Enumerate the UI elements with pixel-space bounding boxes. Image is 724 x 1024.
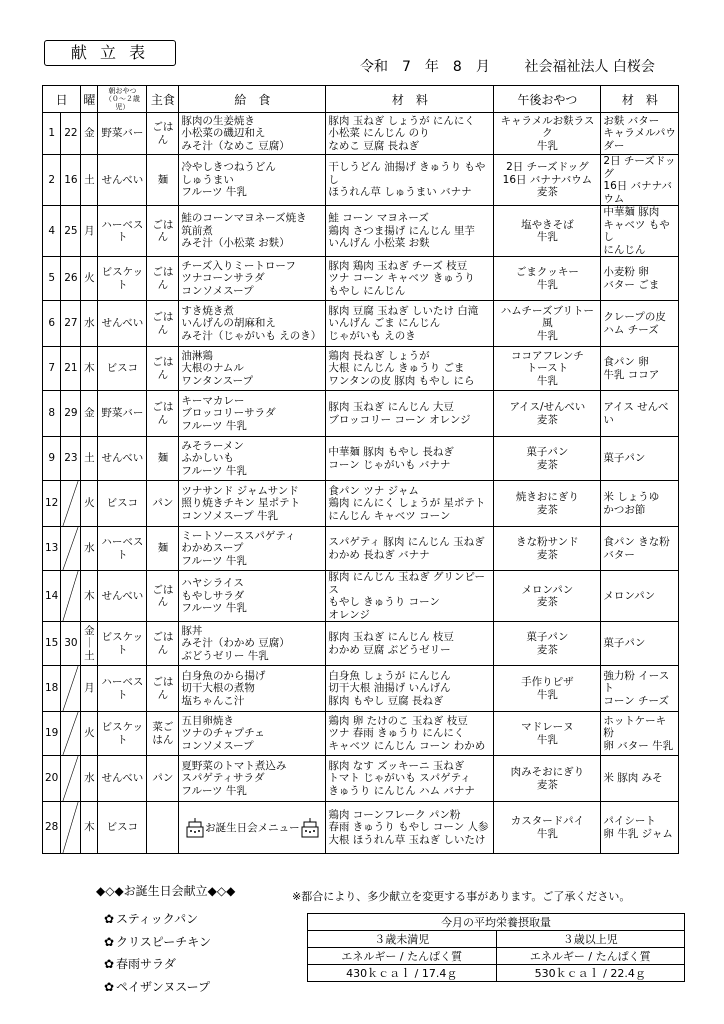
morning-snack: ビスコ [98,347,147,391]
morning-snack: ハーベスト [98,666,147,712]
staple: ごはん [147,622,179,666]
morning-snack: ビスコ [98,802,147,854]
birthday-menu-label: お誕生日会メニュー [205,821,300,834]
weekday: 金 [81,113,98,155]
day-number: 4 [43,206,61,257]
pm-snack: 塩やきそば 牛乳 [494,206,601,257]
over3-value: 530ｋｃａｌ / 22.4ｇ [496,965,685,982]
lunch-menu: ミートソーススパゲティ わかめスープ フルーツ 牛乳 [179,527,326,571]
table-row [43,257,679,301]
morning-snack: ビスコ [98,481,147,527]
alt-day [61,527,81,571]
over3-label: ３歳以上児 [496,931,685,948]
morning-snack: せんべい [98,301,147,347]
alt-day: 25 [61,206,81,257]
morning-snack: 野菜バー [98,391,147,437]
ingredients: 鮭 コーン マヨネーズ 鶏肉 さつま揚げ にんじん 里芋 いんげん 小松菜 お麩 [326,206,494,257]
nutrition-title: 今月の平均栄養摂取量 [308,914,685,931]
pm-ingredients: 食パン 卵 牛乳 ココア [601,347,679,391]
morning-snack: せんべい [98,437,147,481]
pm-ingredients: お麩 バター キャラメルパウダー [601,113,679,155]
birthday-menu-list [104,908,211,998]
ingredients: スパゲティ 豚肉 にんじん 玉ねぎ わかめ 長ねぎ バナナ [326,527,494,571]
ingredients: 食パン ツナ ジャム 鶏肉 にんにく しょうが 星ポテト にんじん キャベツ コーン [326,481,494,527]
table-row [43,113,679,155]
ingredients: 豚肉 玉ねぎ にんじん 枝豆 わかめ 豆腐 ぶどうゼリー [326,622,494,666]
morning-snack: ビスケット [98,622,147,666]
nutrition-table [307,913,685,982]
lunch-menu: みそラーメン ふかしいも フルーツ 牛乳 [179,437,326,481]
lunch-menu: 豚肉の生姜焼き 小松菜の磯辺和え みそ汁（なめこ 豆腐） [179,113,326,155]
birthday-menu-title: ◆◇◆お誕生日会献立◆◇◆ [96,884,236,898]
pm-ingredients: 強力粉 イースト コーン チーズ [601,666,679,712]
staple: ごはん [147,347,179,391]
table-row [43,391,679,437]
pm-snack: きな粉サンド 麦茶 [494,527,601,571]
weekday: 月 [81,666,98,712]
table-row [43,301,679,347]
col-morning-snack: 朝おやつ （０～２歳児） [98,86,147,113]
under3-label: ３歳未満児 [308,931,497,948]
pm-snack: キャラメルお麩ラスク 牛乳 [494,113,601,155]
lunch-menu [179,802,326,854]
alt-day: 21 [61,347,81,391]
alt-day [61,802,81,854]
lunch-menu: 白身魚のから揚げ 切干大根の煮物 塩ちゃんこ汁 [179,666,326,712]
pm-snack: 2日 チーズドッグ 16日 バナナバウム 麦茶 [494,155,601,206]
table-row [43,712,679,756]
table-row [43,481,679,527]
flower-icon: ✿ [104,957,115,971]
day-number: 1 [43,113,61,155]
alt-day: 27 [61,301,81,347]
day-number: 5 [43,257,61,301]
menu-table [42,85,679,854]
weekday: 月 [81,206,98,257]
staple: 菜ごはん [147,712,179,756]
header-org: 社会福祉法人 白桜会 [524,59,655,75]
ingredients: 豚肉 にんじん 玉ねぎ グリンピース もやし きゅうり コーン オレンジ [326,571,494,622]
birthday-item: ✿ スティックパン [104,908,211,931]
pm-ingredients: メロンパン [601,571,679,622]
ingredients: 中華麺 豚肉 もやし 長ねぎ コーン じゃがいも バナナ [326,437,494,481]
lunch-menu: ツナサンド ジャムサンド 照り焼きチキン 星ポテト コンソメスープ 牛乳 [179,481,326,527]
col-ingredients: 材 料 [326,86,494,113]
pm-snack: マドレーヌ 牛乳 [494,712,601,756]
pm-ingredients: 小麦粉 卵 バター ごま [601,257,679,301]
col-pm-ingredients: 材 料 [601,86,679,113]
slash-mark [61,666,80,711]
slash-mark [61,481,80,526]
table-header [43,86,679,113]
table-row [43,527,679,571]
pm-snack: 肉みそおにぎり 麦茶 [494,756,601,802]
staple: ごはん [147,206,179,257]
day-number: 19 [43,712,61,756]
staple: ごはん [147,257,179,301]
pm-snack: 菓子パン 麦茶 [494,622,601,666]
day-number: 12 [43,481,61,527]
day-number: 20 [43,756,61,802]
weekday: 火 [81,257,98,301]
weekday: 土 [81,437,98,481]
col-lunch: 給 食 [179,86,326,113]
pm-ingredients: 菓子パン [601,622,679,666]
header-date: 令和 7 年 8 月 [360,59,490,75]
day-number: 7 [43,347,61,391]
morning-snack: せんべい [98,571,147,622]
ingredients: 豚肉 鶏肉 玉ねぎ チーズ 枝豆 ツナ コーン キャベツ きゅうり もやし にんじん [326,257,494,301]
flower-icon: ✿ [104,934,115,949]
pm-ingredients: アイス せんべい [601,391,679,437]
lunch-menu: 五目卵焼き ツナのチャプチェ コンソメスープ [179,712,326,756]
header [360,56,680,76]
table-row [43,622,679,666]
ingredients: 豚肉 豆腐 玉ねぎ しいたけ 白滝 いんげん ごま にんじん じゃがいも えのき [326,301,494,347]
alt-day: 22 [61,113,81,155]
ingredients: 豚肉 なす ズッキーニ 玉ねぎ トマト じゃがいも スパゲティ きゅうり にんじん ハム バナナ [326,756,494,802]
staple: パン [147,481,179,527]
alt-day: 29 [61,391,81,437]
ingredients: 鶏肉 長ねぎ しょうが 大根 にんじん きゅうり ごま ワンタンの皮 豚肉 もやし にら [326,347,494,391]
pm-ingredients: 米 しょうゆ かつお節 [601,481,679,527]
flower-icon: ✿ [104,912,115,926]
pm-snack: アイス/せんべい 麦茶 [494,391,601,437]
staple: 麺 [147,527,179,571]
staple [147,802,179,854]
notice: ※都合により、多少献立を変更する事があります。ご了承ください。 [292,890,631,903]
staple: ごはん [147,301,179,347]
day-number: 15 [43,622,61,666]
lunch-menu: 豚丼 みそ汁（わかめ 豆腐） ぶどうゼリー 牛乳 [179,622,326,666]
pm-snack: メロンパン 麦茶 [494,571,601,622]
col-pm-snack: 午後おやつ [494,86,601,113]
weekday: 火 [81,712,98,756]
pm-snack: 菓子パン 麦茶 [494,437,601,481]
staple: 麺 [147,155,179,206]
pm-snack: ハムチーズブリトー風 牛乳 [494,301,601,347]
morning-snack: ハーベスト [98,206,147,257]
page-title: 献 立 表 [44,40,176,66]
cake-icon [300,817,320,839]
lunch-menu: すき焼き煮 いんげんの胡麻和え みそ汁（じゃがいも えのき） [179,301,326,347]
morning-snack: ビスケット [98,257,147,301]
day-number: 2 [43,155,61,206]
over3-unit: エネルギー / たんぱく質 [496,948,685,965]
table-row [43,347,679,391]
table-row [43,802,679,854]
slash-mark [61,802,80,853]
ingredients: 豚肉 玉ねぎ にんじん 大豆 ブロッコリー コーン オレンジ [326,391,494,437]
alt-day [61,481,81,527]
birthday-item: ✿ 春雨サラダ [104,953,211,976]
birthday-item: ✿ クリスピーチキン [104,931,211,954]
weekday: 水 [81,756,98,802]
morning-snack: せんべい [98,155,147,206]
cake-icon [185,817,205,839]
lunch-menu: 夏野菜のトマト煮込み スパゲティサラダ フルーツ 牛乳 [179,756,326,802]
morning-snack: せんべい [98,756,147,802]
pm-ingredients: 菓子パン [601,437,679,481]
weekday: 木 [81,347,98,391]
day-number: 9 [43,437,61,481]
pm-ingredients: 米 豚肉 みそ [601,756,679,802]
weekday: 金 ｜ 土 [81,622,98,666]
alt-day [61,571,81,622]
staple: ごはん [147,113,179,155]
slash-mark [61,712,80,755]
morning-snack: 野菜バー [98,113,147,155]
alt-day: 23 [61,437,81,481]
pm-ingredients: パイシート 卵 牛乳 ジャム [601,802,679,854]
day-number: 8 [43,391,61,437]
ingredients: 干しうどん 油揚げ きゅうり もやし ほうれん草 しゅうまい バナナ [326,155,494,206]
pm-snack: ココアフレンチ トースト 牛乳 [494,347,601,391]
slash-mark [61,571,80,621]
lunch-menu: 冷やしきつねうどん しゅうまい フルーツ 牛乳 [179,155,326,206]
alt-day [61,712,81,756]
day-number: 28 [43,802,61,854]
day-number: 6 [43,301,61,347]
lunch-menu: キーマカレー ブロッコリーサラダ フルーツ 牛乳 [179,391,326,437]
pm-snack: カスタードパイ 牛乳 [494,802,601,854]
pm-ingredients: 2日 チーズドッグ 16日 バナナバウム [601,155,679,206]
staple: ごはん [147,391,179,437]
table-row [43,437,679,481]
lunch-menu: 油淋鶏 大根のナムル ワンタンスープ [179,347,326,391]
ingredients: 豚肉 玉ねぎ しょうが にんにく 小松菜 にんじん のり なめこ 豆腐 長ねぎ [326,113,494,155]
lunch-menu: 鮭のコーンマヨネーズ焼き 筑前煮 みそ汁（小松菜 お麩） [179,206,326,257]
lunch-menu: チーズ入りミートローフ ツナコーンサラダ コンソメスープ [179,257,326,301]
staple: パン [147,756,179,802]
pm-snack: 焼きおにぎり 麦茶 [494,481,601,527]
table-row [43,666,679,712]
col-weekday: 曜 [81,86,98,113]
slash-mark [61,527,80,570]
staple: ごはん [147,666,179,712]
weekday: 火 [81,481,98,527]
alt-day [61,666,81,712]
weekday: 金 [81,391,98,437]
pm-ingredients: ホットケーキ粉 卵 バター 牛乳 [601,712,679,756]
pm-ingredients: クレープの皮 ハム チーズ [601,301,679,347]
staple: 麺 [147,437,179,481]
under3-value: 430ｋｃａｌ / 17.4ｇ [308,965,497,982]
table-row [43,206,679,257]
weekday: 木 [81,571,98,622]
lunch-menu: ハヤシライス もやしサラダ フルーツ 牛乳 [179,571,326,622]
slash-mark [61,756,80,801]
col-staple: 主食 [147,86,179,113]
table-row [43,155,679,206]
weekday: 水 [81,301,98,347]
day-number: 18 [43,666,61,712]
alt-day: 30 [61,622,81,666]
table-row [43,571,679,622]
pm-snack: 手作りピザ 牛乳 [494,666,601,712]
day-number: 14 [43,571,61,622]
day-number: 13 [43,527,61,571]
weekday: 水 [81,527,98,571]
pm-snack: ごまクッキー 牛乳 [494,257,601,301]
weekday: 木 [81,802,98,854]
morning-snack: ビスケット [98,712,147,756]
birthday-item: ✿ ペイザンヌスープ [104,976,211,999]
alt-day: 26 [61,257,81,301]
ingredients: 鶏肉 卵 たけのこ 玉ねぎ 枝豆 ツナ 春雨 きゅうり にんにく キャベツ にんじん コーン わかめ [326,712,494,756]
morning-snack: ハーベスト [98,527,147,571]
flower-icon: ✿ [104,979,115,994]
alt-day: 16 [61,155,81,206]
pm-ingredients: 中華麺 豚肉 キャベツ もやし にんじん [601,206,679,257]
ingredients: 鶏肉 コーンフレーク パン粉 春雨 きゅうり もやし コーン 人参 大根 ほうれん草 玉ねぎ しいたけ [326,802,494,854]
table-row [43,756,679,802]
pm-ingredients: 食パン きな粉 バター [601,527,679,571]
col-day: 日 [43,86,81,113]
ingredients: 白身魚 しょうが にんじん 切干大根 油揚げ いんげん 豚肉 もやし 豆腐 長ねぎ [326,666,494,712]
staple: ごはん [147,571,179,622]
alt-day [61,756,81,802]
under3-unit: エネルギー / たんぱく質 [308,948,497,965]
weekday: 土 [81,155,98,206]
